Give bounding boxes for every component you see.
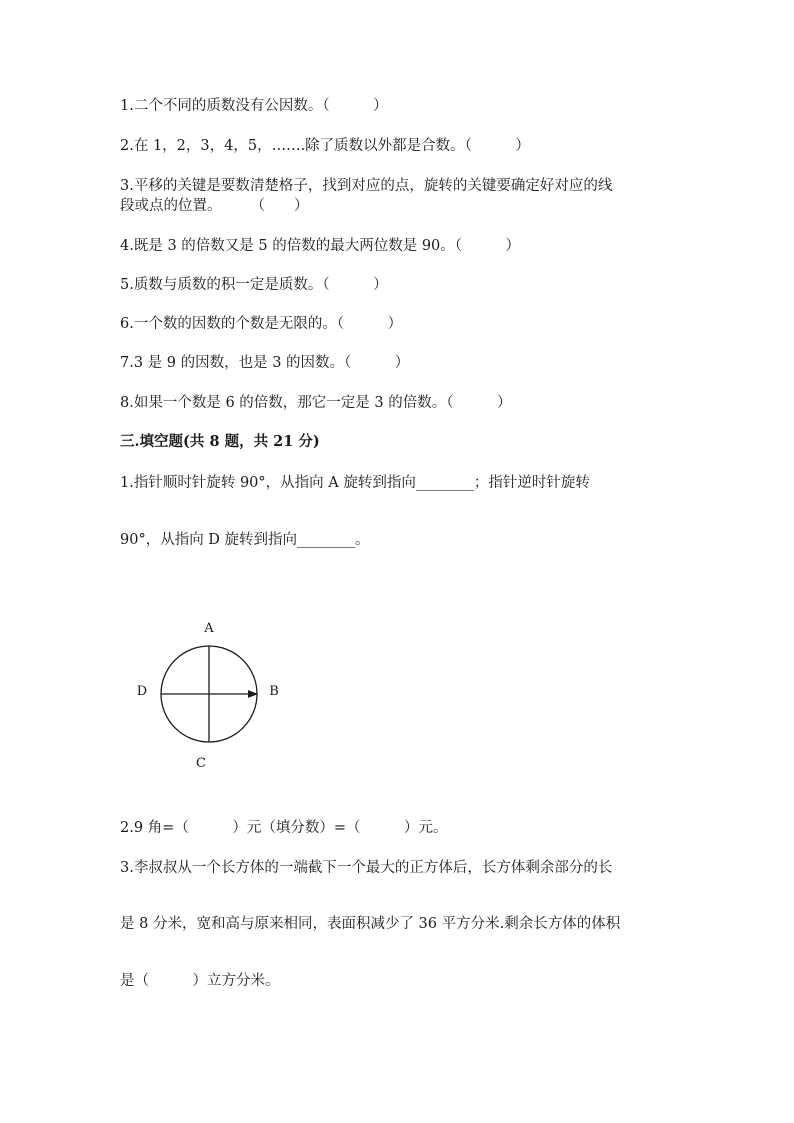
clock-diagram (120, 605, 320, 785)
fill-q3-line3: 是（ ）立方分米。 (120, 973, 280, 989)
judgment-q6: 6.一个数的因数的个数是无限的。（ ） (120, 316, 403, 332)
label-b: B (269, 684, 279, 699)
judgment-q5: 5.质数与质数的积一定是质数。（ ） (120, 277, 388, 293)
judgment-q4: 4.既是 3 的倍数又是 5 的倍数的最大两位数是 90。（ ） (120, 238, 521, 254)
section-title: 三.填空题(共 8 题，共 21 分) (120, 433, 320, 450)
judgment-q1: 1.二个不同的质数没有公因数。（ ） (120, 98, 388, 114)
judgment-q3-line2: 段或点的位置。 （ ） (120, 198, 309, 214)
fill-q1-line1: 1.指针顺时针旋转 90°，从指向 A 旋转到指向________；指针逆时针旋转 (120, 475, 590, 491)
judgment-q8: 8.如果一个数是 6 的倍数，那它一定是 3 的倍数。（ ） (120, 395, 512, 411)
label-a: A (204, 621, 214, 636)
fill-q2: 2.9 角=（ ）元（填分数）=（ ）元。 (120, 820, 448, 836)
label-d: D (136, 684, 148, 699)
judgment-q2: 2.在 1，2，3，4，5，…….除了质数以外都是合数。（ ） (120, 138, 530, 154)
label-c: C (196, 756, 206, 771)
judgment-q3-line1: 3.平移的关键是要数清楚格子，找到对应的点，旋转的关键要确定好对应的线 (120, 178, 613, 194)
clock-diagram-svg (120, 605, 320, 785)
judgment-q7: 7.3 是 9 的因数，也是 3 的因数。（ ） (120, 355, 410, 371)
fill-q3-line1: 3.李叔叔从一个长方体的一端截下一个最大的正方体后，长方体剩余部分的长 (120, 860, 613, 876)
fill-q1-line2: 90°，从指向 D 旋转到指向________。 (120, 532, 370, 548)
fill-q3-line2: 是 8 分米，宽和高与原来相同，表面积减少了 36 平方分米.剩余长方体的体积 (120, 916, 621, 932)
